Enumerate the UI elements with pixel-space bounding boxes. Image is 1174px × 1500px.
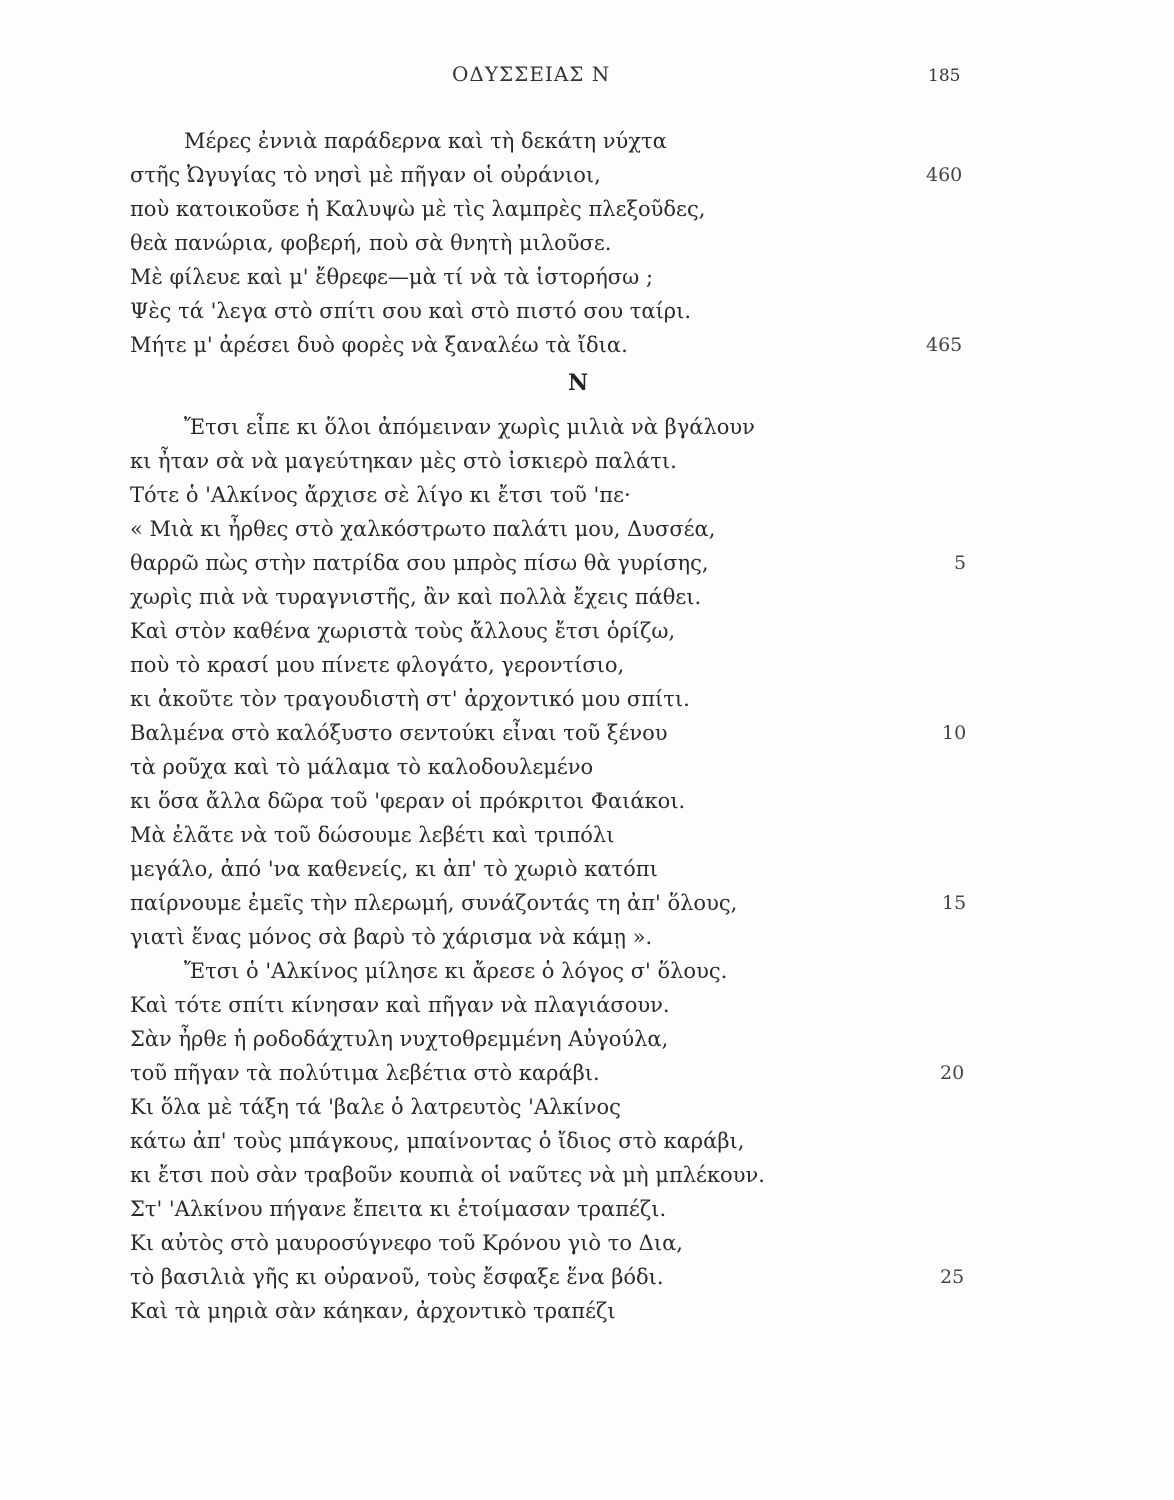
line-number: 10 [942, 722, 967, 744]
verse-line: Ἔτσι εἶπε κι ὅλοι ἀπόμειναν χωρὶς μιλιὰ νὰ βγάλουν [184, 415, 755, 439]
line-number: 465 [926, 334, 963, 356]
verse-line: θεὰ πανώρια, φοβερή, ποὺ σὰ θνητὴ μιλοῦσε. [130, 231, 612, 255]
verse-line: Καὶ στὸν καθένα χωριστὰ τοὺς ἄλλους ἔτσι ὁρίζω, [130, 619, 676, 643]
verse-line: ποὺ κατοικοῦσε ἡ Καλυψὼ μὲ τὶς λαμπρὲς πλεξοῦδες, [130, 197, 706, 221]
running-head [0, 62, 1174, 92]
verse-line: κάτω ἀπ' τοὺς μπάγκους, μπαίνοντας ὁ ἴδιος στὸ καράβι, [130, 1129, 745, 1153]
verse-line: μεγάλο, ἀπό 'να καθενείς, κι ἀπ' τὸ χωριὸ κατόπι [130, 857, 658, 881]
verse-line: Καὶ τὰ μηριὰ σὰν κάηκαν, ἀρχοντικὸ τραπέζι [130, 1299, 616, 1323]
verse-line: ποὺ τὸ κρασί μου πίνετε φλογάτο, γεροντίσιο, [130, 653, 625, 677]
verse-line: Στ' 'Αλκίνου πήγανε ἔπειτα κι ἑτοίμασαν τραπέζι. [130, 1197, 667, 1221]
verse-line: « Μιὰ κι ἦρθες στὸ χαλκόστρωτο παλάτι μου, Δυσσέα, [130, 517, 716, 541]
running-title: ΟΔΥΣΣΕΙΑΣ Ν [452, 62, 611, 86]
verse-line: παίρνουμε ἐμεῖς τὴν πλερωμή, συνάζοντάς τη ἀπ' ὅλους, [130, 891, 738, 915]
page-number: 185 [928, 66, 961, 86]
verse-line: Κι ὅλα μὲ τάξη τά 'βαλε ὁ λατρευτὸς 'Αλκίνος [130, 1095, 621, 1119]
verse-line: θαρρῶ πὼς στὴν πατρίδα σου μπρὸς πίσω θὰ γυρίσης, [130, 551, 709, 575]
verse-line: τὸ βασιλιὰ γῆς κι οὐρανοῦ, τοὺς ἔσφαξε ἕνα βόδι. [130, 1265, 664, 1289]
verse-line: Μήτε μ' ἀρέσει δυὸ φορὲς νὰ ξαναλέω τὰ ἴδια. [130, 333, 628, 357]
verse-line: Σὰν ἦρθε ἡ ροδοδάχτυλη νυχτοθρεμμένη Αὐγούλα, [130, 1027, 669, 1051]
verse-line: στῆς Ὠγυγίας τὸ νησὶ μὲ πῆγαν οἱ οὐράνιοι, [130, 163, 601, 187]
verse-line: γιατὶ ἕνας μόνος σὰ βαρὺ τὸ χάρισμα νὰ κάμῃ ». [130, 925, 653, 949]
verse-line: χωρὶς πιὰ νὰ τυραγνιστῆς, ἂν καὶ πολλὰ ἔχεις πάθει. [130, 585, 702, 609]
line-number: 20 [940, 1062, 965, 1084]
line-number: 460 [926, 164, 963, 186]
verse-line: κι ἔτσι ποὺ σὰν τραβοῦν κουπιὰ οἱ ναῦτες νὰ μὴ μπλέκουν. [130, 1163, 765, 1187]
line-number: 5 [954, 552, 967, 574]
verse-line: κι ὅσα ἄλλα δῶρα τοῦ 'φεραν οἱ πρόκριτοι Φαιάκοι. [130, 789, 686, 813]
verse-line: Μὲ φίλευε καὶ μ' ἔθρεφε—μὰ τί νὰ τὰ ἱστορήσω ; [130, 265, 654, 289]
verse-line: Καὶ τότε σπίτι κίνησαν καὶ πῆγαν νὰ πλαγιάσουν. [130, 993, 670, 1017]
book-heading: Ν [568, 370, 589, 396]
verse-line: Μὰ ἐλᾶτε νὰ τοῦ δώσουμε λεβέτι καὶ τριπόλι [130, 823, 615, 847]
verse-line: τὰ ροῦχα καὶ τὸ μάλαμα τὸ καλοδουλεμένο [130, 755, 594, 779]
verse-line: Μέρες ἐννιὰ παράδερνα καὶ τὴ δεκάτη νύχτα [184, 129, 667, 153]
line-number: 15 [942, 892, 967, 914]
verse-line: κι ἦταν σὰ νὰ μαγεύτηκαν μὲς στὸ ἰσκιερὸ παλάτι. [130, 449, 677, 473]
verse-line: Βαλμένα στὸ καλόξυστο σεντούκι εἶναι τοῦ ξένου [130, 721, 668, 745]
verse-line: Ἔτσι ὁ 'Αλκίνος μίλησε κι ἄρεσε ὁ λόγος σ' ὅλους. [184, 959, 728, 983]
verse-line: Τότε ὁ 'Αλκίνος ἄρχισε σὲ λίγο κι ἔτσι τοῦ 'πε· [130, 483, 631, 507]
verse-line: κι ἀκοῦτε τὸν τραγουδιστὴ στ' ἀρχοντικό μου σπίτι. [130, 687, 690, 711]
verse-line: Κι αὐτὸς στὸ μαυροσύγνεφο τοῦ Κρόνου γιὸ το Δια, [130, 1231, 683, 1255]
line-number: 25 [940, 1266, 965, 1288]
verse-line: Ψὲς τά 'λεγα στὸ σπίτι σου καὶ στὸ πιστό σου ταίρι. [130, 299, 692, 323]
verse-line: τοῦ πῆγαν τὰ πολύτιμα λεβέτια στὸ καράβι. [130, 1061, 600, 1085]
